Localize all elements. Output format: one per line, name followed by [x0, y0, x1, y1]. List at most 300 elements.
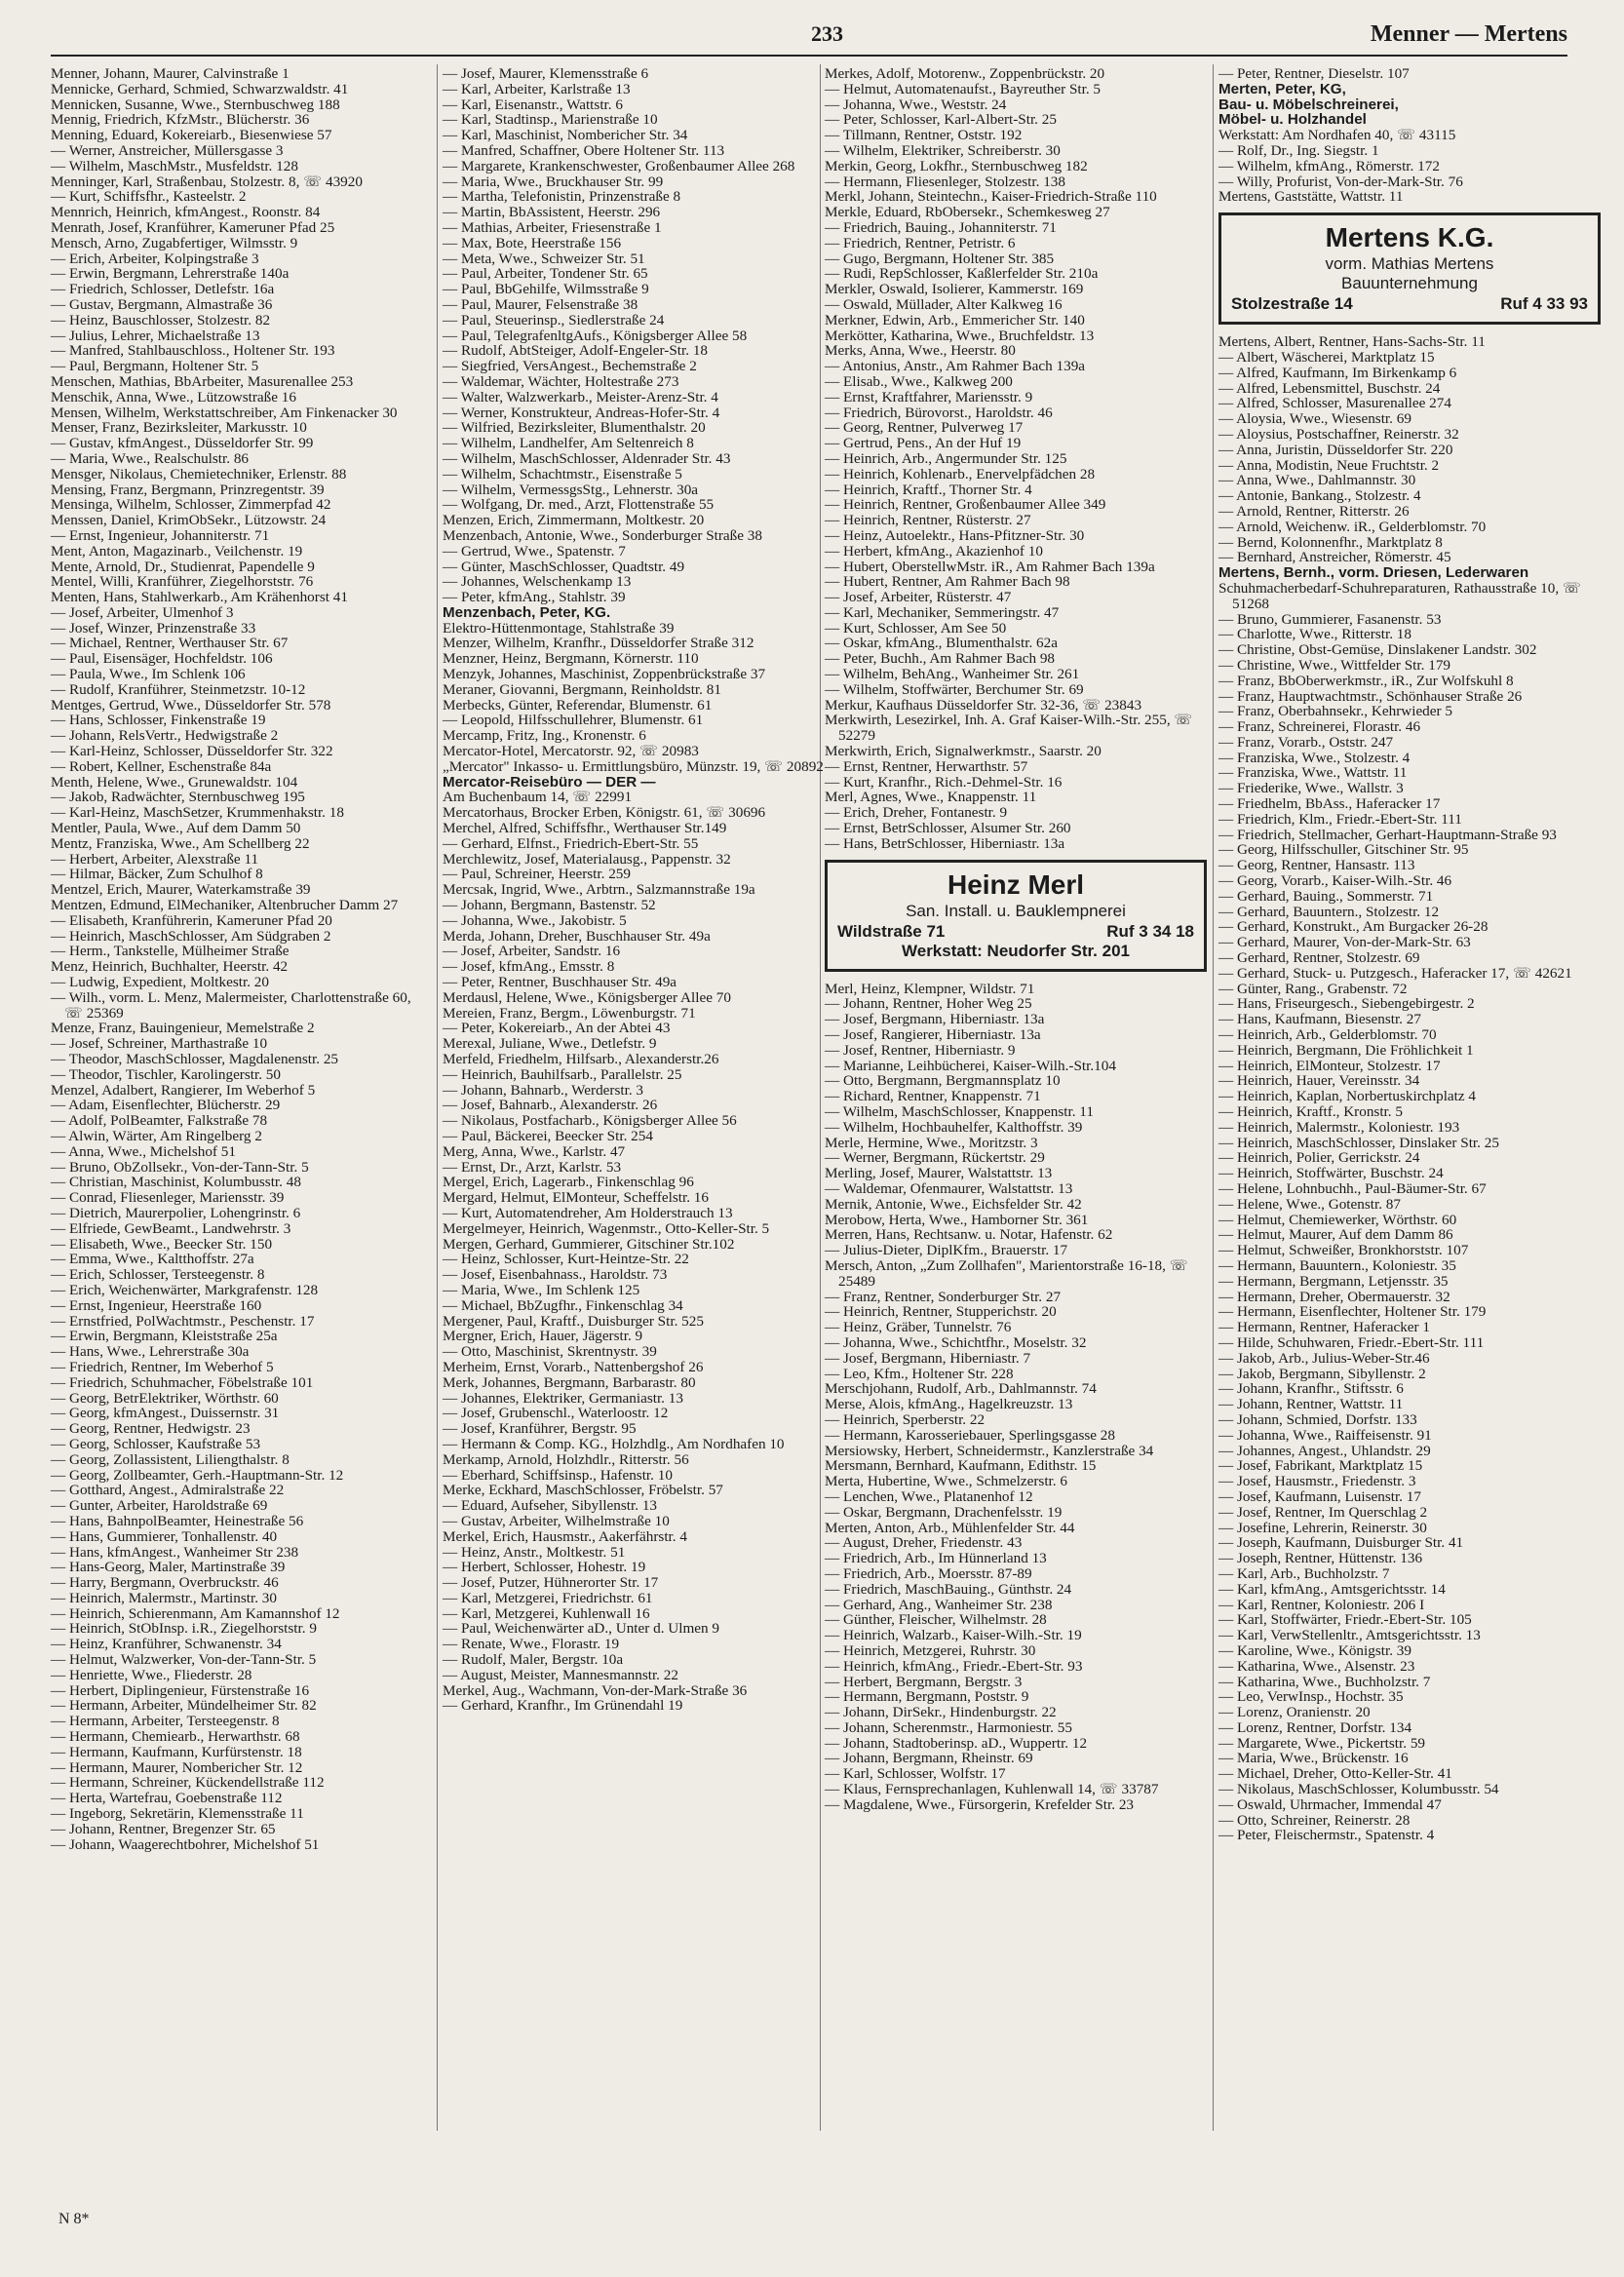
directory-entry: — Leo, VerwInsp., Hochstr. 35: [1218, 1688, 1404, 1706]
directory-entry: Mergen, Gerhard, Gummierer, Gitschiner Str.102: [443, 1235, 735, 1253]
directory-entry: — Wilhelm, MaschSchlosser, Knappenstr. 11: [825, 1103, 1094, 1121]
directory-entry: Mereien, Franz, Bergm., Löwenburgstr. 71: [443, 1004, 696, 1022]
directory-entry: — Elisabeth, Kranführerin, Kameruner Pfad 20: [51, 911, 332, 929]
directory-entry: Merkner, Edwin, Arb., Emmericher Str. 140: [825, 311, 1085, 328]
directory-entry: — Aloysia, Wwe., Wiesenstr. 69: [1218, 410, 1411, 428]
directory-entry: — Klaus, Fernsprechanlagen, Kuhlenwall 14, ☏ 33787: [825, 1781, 1159, 1798]
directory-entry: Mente, Arnold, Dr., Studienrat, Papendelle 9: [51, 558, 315, 575]
directory-entry: — Hermann, Schreiner, Kückendellstraße 112: [51, 1774, 325, 1792]
directory-entry: — Josef, Kranführer, Bergstr. 95: [443, 1420, 637, 1438]
directory-entry: Merse, Alois, kfmAng., Hagelkreuzstr. 13: [825, 1396, 1073, 1413]
directory-entry: — Manfred, Schaffner, Obere Holtener Str. 113: [443, 141, 725, 159]
directory-entry: Merfeld, Friedhelm, Hilfsarb., Alexanderstr.26: [443, 1051, 719, 1067]
directory-entry: — Günter, Rang., Grabenstr. 72: [1218, 980, 1408, 997]
directory-entry: — Werner, Bergmann, Rückertstr. 29: [825, 1149, 1045, 1167]
directory-entry: — Gerhard, Kranfhr., Im Grünendahl 19: [443, 1697, 683, 1715]
directory-entry: Mentz, Franziska, Wwe., Am Schellberg 22: [51, 834, 310, 852]
directory-entry: — Franz, BbOberwerkmstr., iR., Zur Wolfskuhl 8: [1218, 672, 1514, 689]
directory-entry: — Friedhelm, BbAss., Haferacker 17: [1218, 795, 1441, 813]
directory-entry: — Herm., Tankstelle, Mülheimer Straße: [51, 943, 290, 960]
directory-entry: — Antonius, Anstr., Am Rahmer Bach 139a: [825, 358, 1086, 375]
directory-entry: Menzner, Heinz, Bergmann, Körnerstr. 110: [443, 650, 699, 668]
directory-entry: — Theodor, MaschSchlosser, Magdalenenstr. 25: [51, 1051, 339, 1067]
directory-entry: — Julius, Lehrer, Michaelstraße 13: [51, 327, 260, 344]
directory-entry: Mentzel, Erich, Maurer, Waterkamstraße 39: [51, 881, 311, 899]
directory-entry: — Karoline, Wwe., Königstr. 39: [1218, 1641, 1411, 1659]
directory-entry: — Hubert, OberstellwMstr. iR., Am Rahmer Bach 139a: [825, 558, 1155, 575]
directory-entry: — Emma, Wwe., Kaltthoffstr. 27a: [51, 1251, 254, 1268]
directory-entry: Menzel, Adalbert, Rangierer, Im Weberhof 5: [51, 1081, 316, 1099]
directory-entry: — Johanna, Wwe., Schichtfhr., Moselstr. 32: [825, 1333, 1087, 1351]
directory-entry: — Friedrich, Arb., Moersstr. 87-89: [825, 1564, 1032, 1582]
directory-entry: — Hans, kfmAngest., Wanheimer Str 238: [51, 1543, 299, 1561]
directory-entry: — Maria, Wwe., Brückenstr. 16: [1218, 1750, 1409, 1767]
directory-entry: — Gustav, kfmAngest., Düsseldorfer Str. 99: [51, 435, 314, 452]
directory-entry: Merkamp, Arnold, Holzhdlr., Ritterstr. 56: [443, 1450, 689, 1468]
directory-entry: — Heinrich, Bergmann, Die Fröhlichkeit 1: [1218, 1041, 1474, 1059]
directory-entry: — Franz, Vorarb., Oststr. 247: [1218, 733, 1394, 751]
directory-entry: Merta, Hubertine, Wwe., Schmelzerstr. 6: [825, 1473, 1067, 1490]
directory-entry: Schuhmacherbedarf-Schuhreparaturen, Rathausstraße 10, ☏ 51268: [1218, 579, 1581, 612]
directory-entry: — Johann, Schmied, Dorfstr. 133: [1218, 1410, 1417, 1428]
directory-entry: Mercatorhaus, Brocker Erben, Königstr. 61, ☏ 30696: [443, 804, 766, 822]
directory-entry: — Georg, Schlosser, Kaufstraße 53: [51, 1435, 261, 1452]
directory-entry: Mergner, Erich, Hauer, Jägerstr. 9: [443, 1328, 643, 1345]
directory-entry: — Josef, Bahnarb., Alexanderstr. 26: [443, 1097, 658, 1114]
directory-entry: — Michael, BbZugfhr., Finkenschlag 34: [443, 1296, 683, 1314]
directory-entry: — Paul, Schreiner, Heerstr. 259: [443, 866, 631, 883]
directory-entry: Merchlewitz, Josef, Materialausg., Pappenstr. 32: [443, 850, 731, 868]
directory-entry: — Rudolf, AbtSteiger, Adolf-Engeler-Str. 18: [443, 342, 709, 360]
directory-entry: Merobow, Herta, Wwe., Hamborner Str. 361: [825, 1211, 1089, 1228]
directory-entry: „Mercator" Inkasso- u. Ermittlungsbüro, Münzstr. 19, ☏ 20892: [443, 757, 824, 775]
directory-entry: — Franziska, Wwe., Wattstr. 11: [1218, 764, 1408, 782]
directory-entry: — Gertrud, Pens., An der Huf 19: [825, 435, 1022, 452]
running-head: Menner — Mertens: [1370, 21, 1567, 47]
directory-entry: — Maria, Wwe., Im Schlenk 125: [443, 1281, 640, 1298]
directory-entry: — Johann, RelsVertr., Hedwigstraße 2: [51, 727, 279, 745]
directory-entry: Mertens, Bernh., vorm. Driesen, Lederwaren: [1218, 564, 1529, 582]
directory-entry: Merren, Hans, Rechtsanw. u. Notar, Hafenstr. 62: [825, 1226, 1113, 1244]
directory-entry: — Hermann, Bergmann, Poststr. 9: [825, 1688, 1029, 1706]
ad-subtitle: San. Install. u. Bauklempnerei: [906, 901, 1126, 920]
directory-entry: — Alwin, Wärter, Am Ringelberg 2: [51, 1127, 262, 1144]
directory-entry: Mersch, Anton, „Zum Zollhafen", Marientorstraße 16-18, ☏ 25489: [825, 1256, 1188, 1290]
directory-entry: — Paul, Weichenwärter aD., Unter d. Ulmen 9: [443, 1620, 720, 1638]
directory-entry: — Helene, Wwe., Gotenstr. 87: [1218, 1195, 1401, 1213]
directory-entry: — Michael, Dreher, Otto-Keller-Str. 41: [1218, 1765, 1452, 1783]
directory-entry: — Herbert, Diplingenieur, Fürstenstraße 16: [51, 1681, 310, 1699]
directory-entry: — Max, Bote, Heerstraße 156: [443, 234, 622, 251]
directory-entry: — Waldemar, Ofenmaurer, Walstattstr. 13: [825, 1180, 1073, 1197]
directory-column-2: [443, 66, 825, 1714]
directory-entry: — Albert, Wäscherei, Marktplatz 15: [1218, 348, 1435, 366]
directory-entry: — Herbert, Bergmann, Bergstr. 3: [825, 1673, 1023, 1690]
directory-entry: — Heinrich, Kohlenarb., Enervelpfädchen 28: [825, 465, 1096, 482]
directory-entry: — Gerhard, Maurer, Von-der-Mark-Str. 63: [1218, 934, 1471, 951]
directory-entry: — Josef, Arbeiter, Rüsterstr. 47: [825, 589, 1012, 606]
directory-entry: Merchel, Alfred, Schiffsfhr., Werthauser Str.149: [443, 820, 727, 837]
directory-entry: — Ludwig, Expedient, Moltkestr. 20: [51, 974, 269, 991]
directory-entry: — Wilfried, Bezirksleiter, Blumenthalstr. 20: [443, 419, 706, 437]
directory-entry: Merkel, Erich, Hausmstr., Aakerfährstr. 4: [443, 1527, 687, 1545]
directory-entry: — Eberhard, Schiffsinsp., Hafenstr. 10: [443, 1466, 673, 1484]
directory-entry: — Oswald, Uhrmacher, Immendal 47: [1218, 1795, 1442, 1813]
directory-entry: — Erwin, Bergmann, Lehrerstraße 140a: [51, 265, 290, 283]
directory-entry: — Hans, Schlosser, Finkenstraße 19: [51, 712, 266, 729]
directory-entry: — Ernst, Ingenieur, Heerstraße 160: [51, 1296, 262, 1314]
directory-entry: — Leopold, Hilfsschullehrer, Blumenstr. 61: [443, 712, 704, 729]
page-number: 233: [811, 21, 843, 46]
directory-entry: Menner, Johann, Maurer, Calvinstraße 1: [51, 65, 290, 82]
directory-entry: — Heinrich, Metzgerei, Ruhrstr. 30: [825, 1641, 1036, 1659]
directory-entry: — Elisabeth, Wwe., Beecker Str. 150: [51, 1235, 273, 1253]
directory-entry: Mergener, Paul, Kraftf., Duisburger Str. 525: [443, 1312, 704, 1330]
directory-entry: — Heinrich, Rentner, Stupperichstr. 20: [825, 1303, 1057, 1321]
directory-entry: — Maria, Wwe., Bruckhauser Str. 99: [443, 173, 664, 190]
directory-entry: Merks, Anna, Wwe., Heerstr. 80: [825, 342, 1016, 360]
directory-entry: Menning, Eduard, Kokereiarb., Biesenwiese 57: [51, 127, 332, 144]
directory-entry: Bau- u. Möbelschreinerei,: [1218, 96, 1399, 113]
directory-entry: — Harry, Bergmann, Overbruckstr. 46: [51, 1574, 279, 1592]
directory-entry: — Peter, Buchh., Am Rahmer Bach 98: [825, 650, 1056, 668]
directory-entry: — Josef, Arbeiter, Ulmenhof 3: [51, 603, 234, 621]
directory-entry: — Gerhard, Stuck- u. Putzgesch., Haferacker 17, ☏ 42621: [1218, 964, 1572, 982]
directory-entry: — Herbert, kfmAng., Akazienhof 10: [825, 542, 1043, 560]
directory-entry: Merschjohann, Rudolf, Arb., Dahlmannstr. 74: [825, 1380, 1097, 1398]
directory-entry: — Katharina, Wwe., Alsenstr. 23: [1218, 1657, 1415, 1675]
directory-entry: — Heinrich, StObInsp. i.R., Ziegelhorststr. 9: [51, 1620, 317, 1638]
directory-entry: — Gerhard, Rentner, Stolzestr. 69: [1218, 949, 1420, 967]
directory-entry: — Josef, Eisenbahnass., Haroldstr. 73: [443, 1266, 668, 1284]
directory-entry: Merkler, Oswald, Isolierer, Kammerstr. 169: [825, 281, 1084, 298]
directory-entry: — Gunter, Arbeiter, Haroldstraße 69: [51, 1497, 268, 1515]
directory-entry: — Karl, VerwStellenltr., Amtsgerichtsstr. 13: [1218, 1627, 1481, 1644]
directory-entry: — Ingeborg, Sekretärin, Klemensstraße 11: [51, 1805, 304, 1823]
directory-entry: — Peter, Schlosser, Karl-Albert-Str. 25: [825, 111, 1057, 129]
directory-entry: — Hilde, Schuhwaren, Friedr.-Ebert-Str. 111: [1218, 1333, 1485, 1351]
directory-entry: — Heinrich, Walzarb., Kaiser-Wilh.-Str. 19: [825, 1627, 1082, 1644]
directory-entry: — Martha, Telefonistin, Prinzenstraße 8: [443, 188, 681, 206]
directory-entry: — Hans, Friseurgesch., Siebengebirgestr. 2: [1218, 995, 1475, 1013]
directory-entry: — Anna, Wwe., Dahlmannstr. 30: [1218, 472, 1416, 489]
directory-entry: Mensch, Arno, Zugabfertiger, Wilmsstr. 9: [51, 234, 298, 251]
directory-entry: Merle, Hermine, Wwe., Moritzstr. 3: [825, 1134, 1038, 1151]
directory-entry: — Oswald, Müllader, Alter Kalkweg 16: [825, 295, 1063, 313]
directory-entry: — Gerhard, Elfnst., Friedrich-Ebert-Str. 55: [443, 834, 699, 852]
directory-entry: Merg, Anna, Wwe., Karlstr. 47: [443, 1142, 626, 1160]
directory-entry: Mergard, Helmut, ElMonteur, Scheffelstr. 16: [443, 1189, 709, 1207]
directory-entry: — Hans, Kaufmann, Biesenstr. 27: [1218, 1011, 1421, 1028]
directory-entry: Mertens, Albert, Rentner, Hans-Sachs-Str. 11: [1218, 333, 1486, 351]
directory-entry: — Erich, Weichenwärter, Markgrafenstr. 128: [51, 1281, 319, 1298]
directory-entry: Mensing, Franz, Bergmann, Prinzregentstr. 39: [51, 481, 325, 498]
directory-entry: — Paul, Bäckerei, Beecker Str. 254: [443, 1127, 653, 1144]
directory-entry: Merl, Agnes, Wwe., Knappenstr. 11: [825, 789, 1037, 806]
directory-entry: — Heinrich, MaschSchlosser, Am Südgraben 2: [51, 927, 331, 945]
directory-entry: — Friedrich, Schlosser, Detlefstr. 16a: [51, 281, 275, 298]
directory-entry: Elektro-Hüttenmontage, Stahlstraße 39: [443, 619, 675, 637]
directory-entry: — Heinrich, Polier, Gerrickstr. 24: [1218, 1149, 1420, 1167]
ad-title: Mertens K.G.: [1325, 222, 1494, 253]
directory-entry: Mentzen, Edmund, ElMechaniker, Altenbrucher Damm 27: [51, 897, 399, 914]
directory-entry: Menschen, Mathias, BbArbeiter, Masurenallee 253: [51, 372, 354, 390]
directory-entry: — Marianne, Leihbücherei, Kaiser-Wilh.-Str.104: [825, 1057, 1116, 1074]
directory-entry: — Henriette, Wwe., Fliederstr. 28: [51, 1666, 252, 1683]
directory-entry: — Margarete, Wwe., Pickertstr. 59: [1218, 1734, 1426, 1752]
directory-entry: — Hermann, Karosseriebauer, Sperlingsgasse 28: [825, 1426, 1115, 1444]
directory-entry: — Karl, kfmAng., Amtsgerichtsstr. 14: [1218, 1580, 1446, 1598]
directory-entry: — Bruno, ObZollsekr., Von-der-Tann-Str. 5: [51, 1158, 309, 1176]
directory-entry: — Wilh., vorm. L. Menz, Malermeister, Charlottenstraße 60, ☏ 25369: [51, 988, 411, 1022]
directory-entry: — Peter, Fleischermstr., Spatenstr. 4: [1218, 1827, 1435, 1844]
directory-entry: — Heinrich, Kraftf., Kronstr. 5: [1218, 1103, 1403, 1121]
directory-entry: — Herta, Wartefrau, Goebenstraße 112: [51, 1790, 283, 1807]
directory-entry: — Johann, Kranfhr., Stiftsstr. 6: [1218, 1380, 1404, 1398]
directory-entry: — Johannes, Welschenkamp 13: [443, 573, 632, 591]
directory-entry: — Walter, Walzwerkarb., Meister-Arenz-Str. 4: [443, 388, 718, 405]
directory-entry: — Friedrich, Rentner, Im Weberhof 5: [51, 1358, 274, 1375]
directory-entry: Werkstatt: Am Nordhafen 40, ☏ 43115: [1218, 127, 1456, 144]
directory-entry: — Franz, Schreinerei, Florastr. 46: [1218, 718, 1421, 736]
directory-entry: — Antonie, Bankang., Stolzestr. 4: [1218, 487, 1421, 505]
directory-entry: — Heinz, Gräber, Tunnelstr. 76: [825, 1319, 1012, 1336]
directory-entry: — Charlotte, Wwe., Ritterstr. 18: [1218, 626, 1411, 643]
directory-entry: Menth, Helene, Wwe., Grunewaldstr. 104: [51, 773, 298, 791]
column-divider: [437, 64, 438, 2131]
directory-entry: — Heinrich, Bauhilfsarb., Parallelstr. 25: [443, 1065, 682, 1083]
directory-entry: Mercator-Hotel, Mercatorstr. 92, ☏ 20983: [443, 743, 699, 760]
directory-entry: — Josef, Fabrikant, Marktplatz 15: [1218, 1457, 1423, 1475]
directory-entry: — Wolfgang, Dr. med., Arzt, Flottenstraße 55: [443, 496, 715, 514]
directory-entry: — Leo, Kfm., Holtener Str. 228: [825, 1365, 1014, 1382]
ad-address: Stolzestraße 14: [1231, 294, 1353, 314]
ad-phone: Ruf 4 33 93: [1500, 294, 1588, 314]
directory-entry: Merheim, Ernst, Vorarb., Nattenbergshof 26: [443, 1358, 704, 1375]
directory-entry: Menten, Hans, Stahlwerkarb., Am Krähenhorst 41: [51, 589, 348, 606]
directory-entry: — Georg, Rentner, Hansastr. 113: [1218, 857, 1415, 874]
directory-entry: — Maria, Wwe., Realschulstr. 86: [51, 449, 250, 467]
directory-entry: — Karl, Rentner, Koloniestr. 206 I: [1218, 1596, 1425, 1613]
directory-entry: — Heinz, Autoelektr., Hans-Pfitzner-Str. 30: [825, 526, 1085, 544]
directory-entry: — Christian, Maschinist, Kolumbusstr. 48: [51, 1174, 301, 1191]
directory-entry: — Dietrich, Maurerpolier, Lohengrinstr. 6: [51, 1204, 301, 1221]
directory-entry: — Arnold, Weichenw. iR., Gelderblomstr. 70: [1218, 518, 1487, 535]
directory-entry: — Heinz, Schlosser, Kurt-Heintze-Str. 22: [443, 1251, 689, 1268]
directory-entry: — Karl, Metzgerei, Kuhlenwall 16: [443, 1604, 650, 1622]
directory-entry: — Friederike, Wwe., Wallstr. 3: [1218, 780, 1404, 797]
directory-entry: — Paul, TelegrafenltgAufs., Königsberger Allee 58: [443, 327, 748, 344]
directory-entry: — Helmut, Chemiewerker, Wörthstr. 60: [1218, 1211, 1457, 1228]
directory-entry: — Karl, Stoffwärter, Friedr.-Ebert-Str. 105: [1218, 1611, 1472, 1629]
directory-entry: — Heinz, Anstr., Moltkestr. 51: [443, 1543, 626, 1561]
directory-entry: — Helmut, Walzwerker, Von-der-Tann-Str. 5: [51, 1651, 317, 1669]
ad-business-type: Bauunternehmung: [1341, 274, 1478, 293]
directory-entry: Mercsak, Ingrid, Wwe., Arbtrn., Salzmannstraße 19a: [443, 881, 755, 899]
directory-entry: — Wilhelm, MaschSchlosser, Aldenrader Str. 43: [443, 449, 731, 467]
directory-entry: — Jakob, Radwächter, Sternbuschweg 195: [51, 789, 305, 806]
directory-entry: — Ernst, Ingenieur, Johanniterstr. 71: [51, 526, 270, 544]
directory-entry: — Johann, Bahnarb., Werderstr. 3: [443, 1081, 644, 1099]
directory-entry: — Bernd, Kolonnenfhr., Marktplatz 8: [1218, 533, 1443, 551]
directory-entry: — Heinrich, kfmAng., Friedr.-Ebert-Str. 93: [825, 1657, 1083, 1675]
directory-entry: — Conrad, Fliesenleger, Mariensstr. 39: [51, 1189, 285, 1207]
directory-entry: — Friedrich, Schuhmacher, Föbelstraße 101: [51, 1373, 314, 1391]
directory-entry: Mennicken, Susanne, Wwe., Sternbuschweg 188: [51, 96, 340, 113]
directory-entry: — Arnold, Rentner, Ritterstr. 26: [1218, 502, 1410, 520]
directory-entry: Mersiowsky, Herbert, Schneidermstr., Kanzlerstraße 34: [825, 1442, 1154, 1459]
directory-entry: Mercator-Reisebüro — DER —: [443, 773, 656, 791]
directory-entry: — Josef, Bergmann, Hiberniastr. 13a: [825, 1011, 1045, 1028]
directory-entry: — Friedrich, Arb., Im Hünnerland 13: [825, 1550, 1047, 1567]
directory-entry: Mensger, Nikolaus, Chemietechniker, Erlenstr. 88: [51, 465, 347, 482]
directory-entry: Mensen, Wilhelm, Werkstattschreiber, Am Finkenacker 30: [51, 404, 398, 421]
directory-entry: — Tillmann, Rentner, Oststr. 192: [825, 127, 1023, 144]
directory-entry: — Hermann & Comp. KG., Holzhdlg., Am Nordhafen 10: [443, 1435, 785, 1452]
directory-entry: — Heinrich, Kraftf., Thorner Str. 4: [825, 481, 1032, 498]
directory-entry: — Wilhelm, Elektriker, Schreiberstr. 30: [825, 141, 1061, 159]
directory-entry: — Georg, Hilfsschuller, Gitschiner Str. 95: [1218, 841, 1469, 859]
directory-entry: — Ernstfried, PolWachtmstr., Peschenstr. 17: [51, 1312, 315, 1330]
directory-entry: — Wilhelm, Stoffwärter, Berchumer Str. 69: [825, 680, 1084, 698]
directory-entry: Mentel, Willi, Kranführer, Ziegelhorststr. 76: [51, 573, 314, 591]
directory-entry: — Helmut, Maurer, Auf dem Damm 86: [1218, 1226, 1453, 1244]
directory-entry: — Karl, Mechaniker, Semmeringstr. 47: [825, 603, 1060, 621]
directory-entry: — Katharina, Wwe., Buchholzstr. 7: [1218, 1673, 1431, 1690]
directory-entry: — Karl, Eisenanstr., Wattstr. 6: [443, 96, 623, 113]
directory-entry: — Paul, Eisensäger, Hochfeldstr. 106: [51, 650, 273, 668]
directory-entry: — Paul, Steuerinsp., Siedlerstraße 24: [443, 311, 665, 328]
directory-entry: Menzenbach, Peter, KG.: [443, 603, 611, 621]
directory-entry: Menser, Franz, Bezirksleiter, Markusstr. 10: [51, 419, 307, 437]
directory-entry: Mennrich, Heinrich, kfmAngest., Roonstr. 84: [51, 204, 321, 221]
directory-entry: — Erich, Arbeiter, Kolpingstraße 3: [51, 250, 259, 267]
directory-entry: Merexal, Juliane, Wwe., Detlefstr. 9: [443, 1035, 657, 1053]
directory-entry: — Hans-Georg, Maler, Martinstraße 39: [51, 1559, 286, 1576]
directory-entry: — Helene, Lohnbuchh., Paul-Bäumer-Str. 67: [1218, 1180, 1487, 1197]
directory-entry: — Josef, Bergmann, Hiberniastr. 7: [825, 1349, 1031, 1367]
directory-entry: — Georg, Rentner, Pulverweg 17: [825, 419, 1024, 437]
directory-entry: Mergelmeyer, Heinrich, Wagenmstr., Otto-Keller-Str. 5: [443, 1219, 770, 1237]
directory-entry: Merl, Heinz, Klempner, Wildstr. 71: [825, 980, 1035, 997]
directory-entry: Menzyk, Johannes, Maschinist, Zoppenbrückstraße 37: [443, 666, 766, 683]
directory-entry: Menzenbach, Antonie, Wwe., Sonderburger Straße 38: [443, 526, 762, 544]
directory-entry: — Alfred, Kaufmann, Im Birkenkamp 6: [1218, 364, 1457, 381]
directory-entry: — Aloysius, Postschaffner, Reinerstr. 32: [1218, 425, 1459, 443]
directory-entry: — Paula, Wwe., Im Schlenk 106: [51, 666, 246, 683]
directory-entry: — Erwin, Bergmann, Kleiststraße 25a: [51, 1328, 278, 1345]
directory-entry: — Franziska, Wwe., Stolzestr. 4: [1218, 749, 1411, 766]
directory-entry: — Günther, Fleischer, Wilhelmstr. 28: [825, 1611, 1047, 1629]
directory-entry: Menzen, Erich, Zimmermann, Moltkestr. 20: [443, 512, 705, 529]
directory-entry: — Friedrich, Rentner, Petristr. 6: [825, 234, 1016, 251]
directory-entry: — Christine, Wwe., Wittfelder Str. 179: [1218, 656, 1451, 674]
directory-entry: — Adolf, PolBeamter, Falkstraße 78: [51, 1112, 268, 1130]
directory-entry: — Willy, Profurist, Von-der-Mark-Str. 76: [1218, 173, 1463, 190]
directory-entry: — Theodor, Tischler, Karolingerstr. 50: [51, 1065, 281, 1083]
directory-entry: — Josef, Grubenschl., Waterloostr. 12: [443, 1405, 669, 1422]
directory-entry: — Josef, kfmAng., Emsstr. 8: [443, 958, 615, 976]
page-header: [51, 19, 1567, 55]
directory-entry: — Mathias, Arbeiter, Friesenstraße 1: [443, 218, 662, 236]
directory-entry: — Gerhard, Ang., Wanheimer Str. 238: [825, 1596, 1053, 1613]
directory-entry: — Josef, Hausmstr., Friedenstr. 3: [1218, 1473, 1416, 1490]
directory-entry: — Kurt, Schlosser, Am See 50: [825, 619, 1007, 637]
directory-entry: — Wilhelm, Hochbauhelfer, Kalthoffstr. 39: [825, 1118, 1083, 1136]
directory-entry: — Alfred, Lebensmittel, Buschstr. 24: [1218, 379, 1441, 397]
directory-entry: — Heinrich, Rentner, Rüsterstr. 27: [825, 512, 1031, 529]
directory-entry: — Hubert, Rentner, Am Rahmer Bach 98: [825, 573, 1070, 591]
directory-entry: — Martin, BbAssistent, Heerstr. 296: [443, 204, 661, 221]
directory-entry: — Kurt, Kranfhr., Rich.-Dehmel-Str. 16: [825, 773, 1063, 791]
directory-entry: — Michael, Rentner, Werthauser Str. 67: [51, 635, 289, 652]
directory-entry: — Elfriede, GewBeamt., Landwehrstr. 3: [51, 1219, 291, 1237]
directory-entry: — Friedrich, MaschBauing., Günthstr. 24: [825, 1580, 1072, 1598]
directory-entry: — Heinz, Kranführer, Schwanenstr. 34: [51, 1636, 282, 1653]
directory-entry: — Gotthard, Angest., Admiralstraße 22: [51, 1482, 285, 1499]
directory-entry: — Josef, Rentner, Im Querschlag 2: [1218, 1503, 1428, 1521]
directory-entry: — Josef, Putzer, Hühnerorter Str. 17: [443, 1574, 659, 1592]
directory-entry: — Bruno, Gummierer, Fasanenstr. 53: [1218, 610, 1442, 628]
directory-entry: — Hermann, Eisenflechter, Holtener Str. 179: [1218, 1303, 1487, 1321]
ad-address: Wildstraße 71: [837, 921, 946, 941]
directory-entry: — Meta, Wwe., Schweizer Str. 51: [443, 250, 645, 267]
directory-entry: — Rolf, Dr., Ing. Siegstr. 1: [1218, 141, 1379, 159]
directory-entry: Mennig, Friedrich, KfzMstr., Blücherstr. 36: [51, 111, 310, 129]
directory-entry: — Karl, Stadtinsp., Marienstraße 10: [443, 111, 658, 129]
directory-entry: — Karl-Heinz, MaschSetzer, Krummenhakstr. 18: [51, 804, 344, 822]
directory-entry: Merkötter, Katharina, Wwe., Bruchfeldstr. 13: [825, 327, 1095, 344]
directory-entry: — Heinz, Bauschlosser, Stolzestr. 82: [51, 311, 271, 328]
directory-entry: Merkle, Eduard, RbObersekr., Schemkesweg 27: [825, 204, 1110, 221]
directory-column-3: [825, 66, 1207, 1813]
directory-entry: — Heinrich, ElMonteur, Stolzestr. 17: [1218, 1057, 1441, 1074]
directory-entry: — Gertrud, Wwe., Spatenstr. 7: [443, 542, 626, 560]
directory-entry: Merten, Anton, Arb., Mühlenfelder Str. 44: [825, 1519, 1075, 1536]
ad-workshop: Werkstatt: Neudorfer Str. 201: [902, 941, 1130, 960]
ad-address-row: [837, 921, 1194, 942]
directory-entry: — Hilmar, Bäcker, Zum Schulhof 8: [51, 866, 263, 883]
directory-entry: — Karl, Arb., Buchholzstr. 7: [1218, 1564, 1390, 1582]
directory-entry: Mersmann, Bernhard, Kaufmann, Edithstr. 15: [825, 1457, 1097, 1475]
directory-entry: Meraner, Giovanni, Bergmann, Reinholdstr. 81: [443, 680, 721, 698]
directory-entry: — Gugo, Bergmann, Holtener Str. 385: [825, 250, 1055, 267]
directory-entry: — Wilhelm, kfmAng., Römerstr. 172: [1218, 157, 1440, 174]
directory-entry: — Joseph, Kaufmann, Duisburger Str. 41: [1218, 1534, 1464, 1552]
directory-entry: — Rudolf, Maler, Bergstr. 10a: [443, 1651, 624, 1669]
directory-entry: — Hermann, Dreher, Obermauerstr. 32: [1218, 1288, 1450, 1305]
directory-entry: — Johann, Scherenmstr., Harmoniestr. 55: [825, 1718, 1072, 1736]
directory-entry: — Hermann, Bauuntern., Koloniestr. 35: [1218, 1256, 1456, 1274]
directory-entry: — Johanna, Wwe., Jakobistr. 5: [443, 911, 627, 929]
directory-entry: — Johanna, Wwe., Raiffeisenstr. 91: [1218, 1426, 1432, 1444]
directory-entry: — Gerhard, Bauing., Sommerstr. 71: [1218, 887, 1434, 905]
directory-entry: — Hermann, Chemiearb., Herwarthstr. 68: [51, 1728, 300, 1746]
directory-entry: Merkwirth, Lesezirkel, Inh. A. Graf Kaiser-Wilh.-Str. 255, ☏ 52279: [825, 712, 1193, 745]
directory-entry: — Gerhard, Konstrukt., Am Burgacker 26-28: [1218, 918, 1489, 936]
directory-entry: — Heinrich, Kaplan, Norbertuskirchplatz 4: [1218, 1088, 1477, 1105]
directory-entry: — Georg, Vorarb., Kaiser-Wilh.-Str. 46: [1218, 872, 1452, 890]
directory-entry: — Johannes, Angest., Uhlandstr. 29: [1218, 1442, 1431, 1459]
directory-entry: — Wilhelm, VermessgsStg., Lehnerstr. 30a: [443, 481, 699, 498]
directory-entry: — Ernst, BetrSchlosser, Alsumer Str. 260: [825, 820, 1071, 837]
directory-entry: — Otto, Maschinist, Skrentnystr. 39: [443, 1343, 657, 1361]
directory-entry: — Johann, Bergmann, Bastenstr. 52: [443, 897, 656, 914]
directory-entry: Menssen, Daniel, KrimObSekr., Lützowstr. 24: [51, 512, 327, 529]
directory-entry: — Helmut, Automatenaufst., Bayreuther Str. 5: [825, 80, 1102, 97]
directory-entry: — Lorenz, Oranienstr. 20: [1218, 1704, 1371, 1721]
directory-entry: Merkin, Georg, Lokfhr., Sternbuschweg 182: [825, 157, 1088, 174]
